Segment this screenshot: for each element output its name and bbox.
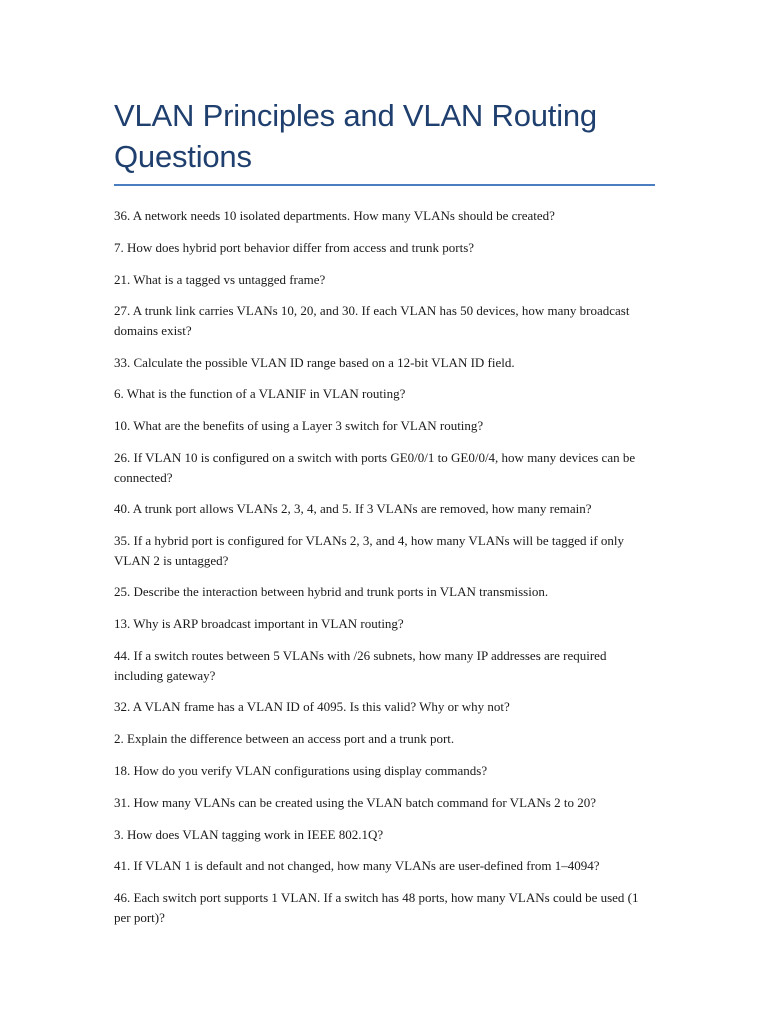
question-item: 3. How does VLAN tagging work in IEEE 802.1Q? [114, 826, 384, 842]
title-underline [114, 184, 655, 186]
question-item: 31. How many VLANs can be created using the VLAN batch command for VLANs 2 to 20? [114, 794, 596, 810]
question-item: 33. Calculate the possible VLAN ID range based on a 12-bit VLAN ID field. [114, 354, 515, 370]
question-item: 7. How does hybrid port behavior differ from access and trunk ports? [114, 239, 475, 255]
question-item: 26. If VLAN 10 is configured on a switch with ports GE0/0/1 to GE0/0/4, how many devices can be connected? [114, 450, 636, 485]
question-item: 13. Why is ARP broadcast important in VLAN routing? [114, 616, 404, 632]
question-item: 32. A VLAN frame has a VLAN ID of 4095. Is this valid? Why or why not? [114, 699, 510, 715]
question-item: 41. If VLAN 1 is default and not changed, how many VLANs are user-defined from 1–4094? [114, 858, 600, 874]
question-item: 25. Describe the interaction between hybrid and trunk ports in VLAN transmission. [114, 584, 549, 600]
document-title: VLAN Principles and VLAN Routing Questions [114, 98, 597, 174]
question-item: 10. What are the benefits of using a Layer 3 switch for VLAN routing? [114, 418, 484, 434]
question-item: 46. Each switch port supports 1 VLAN. If a switch has 48 ports, how many VLANs could be used (1 per port)? [114, 890, 639, 925]
question-list [114, 206, 656, 927]
question-item: 44. If a switch routes between 5 VLANs with /26 subnets, how many IP addresses are required including gateway? [114, 648, 607, 683]
question-item: 35. If a hybrid port is configured for VLANs 2, 3, and 4, how many VLANs will be tagged if only VLAN 2 is untagged? [114, 533, 625, 568]
question-item: 36. A network needs 10 isolated departments. How many VLANs should be created? [114, 208, 555, 223]
question-item: 40. A trunk port allows VLANs 2, 3, 4, and 5. If 3 VLANs are removed, how many remain? [114, 501, 592, 517]
question-item: 21. What is a tagged vs untagged frame? [114, 271, 326, 287]
question-item: 2. Explain the difference between an access port and a trunk port. [114, 731, 455, 747]
question-item: 18. How do you verify VLAN configurations using display commands? [114, 762, 488, 778]
question-item: 27. A trunk link carries VLANs 10, 20, and 30. If each VLAN has 50 devices, how many broadcast domains exist? [114, 303, 630, 338]
document-page [114, 95, 656, 939]
question-item: 6. What is the function of a VLANIF in VLAN routing? [114, 386, 406, 402]
